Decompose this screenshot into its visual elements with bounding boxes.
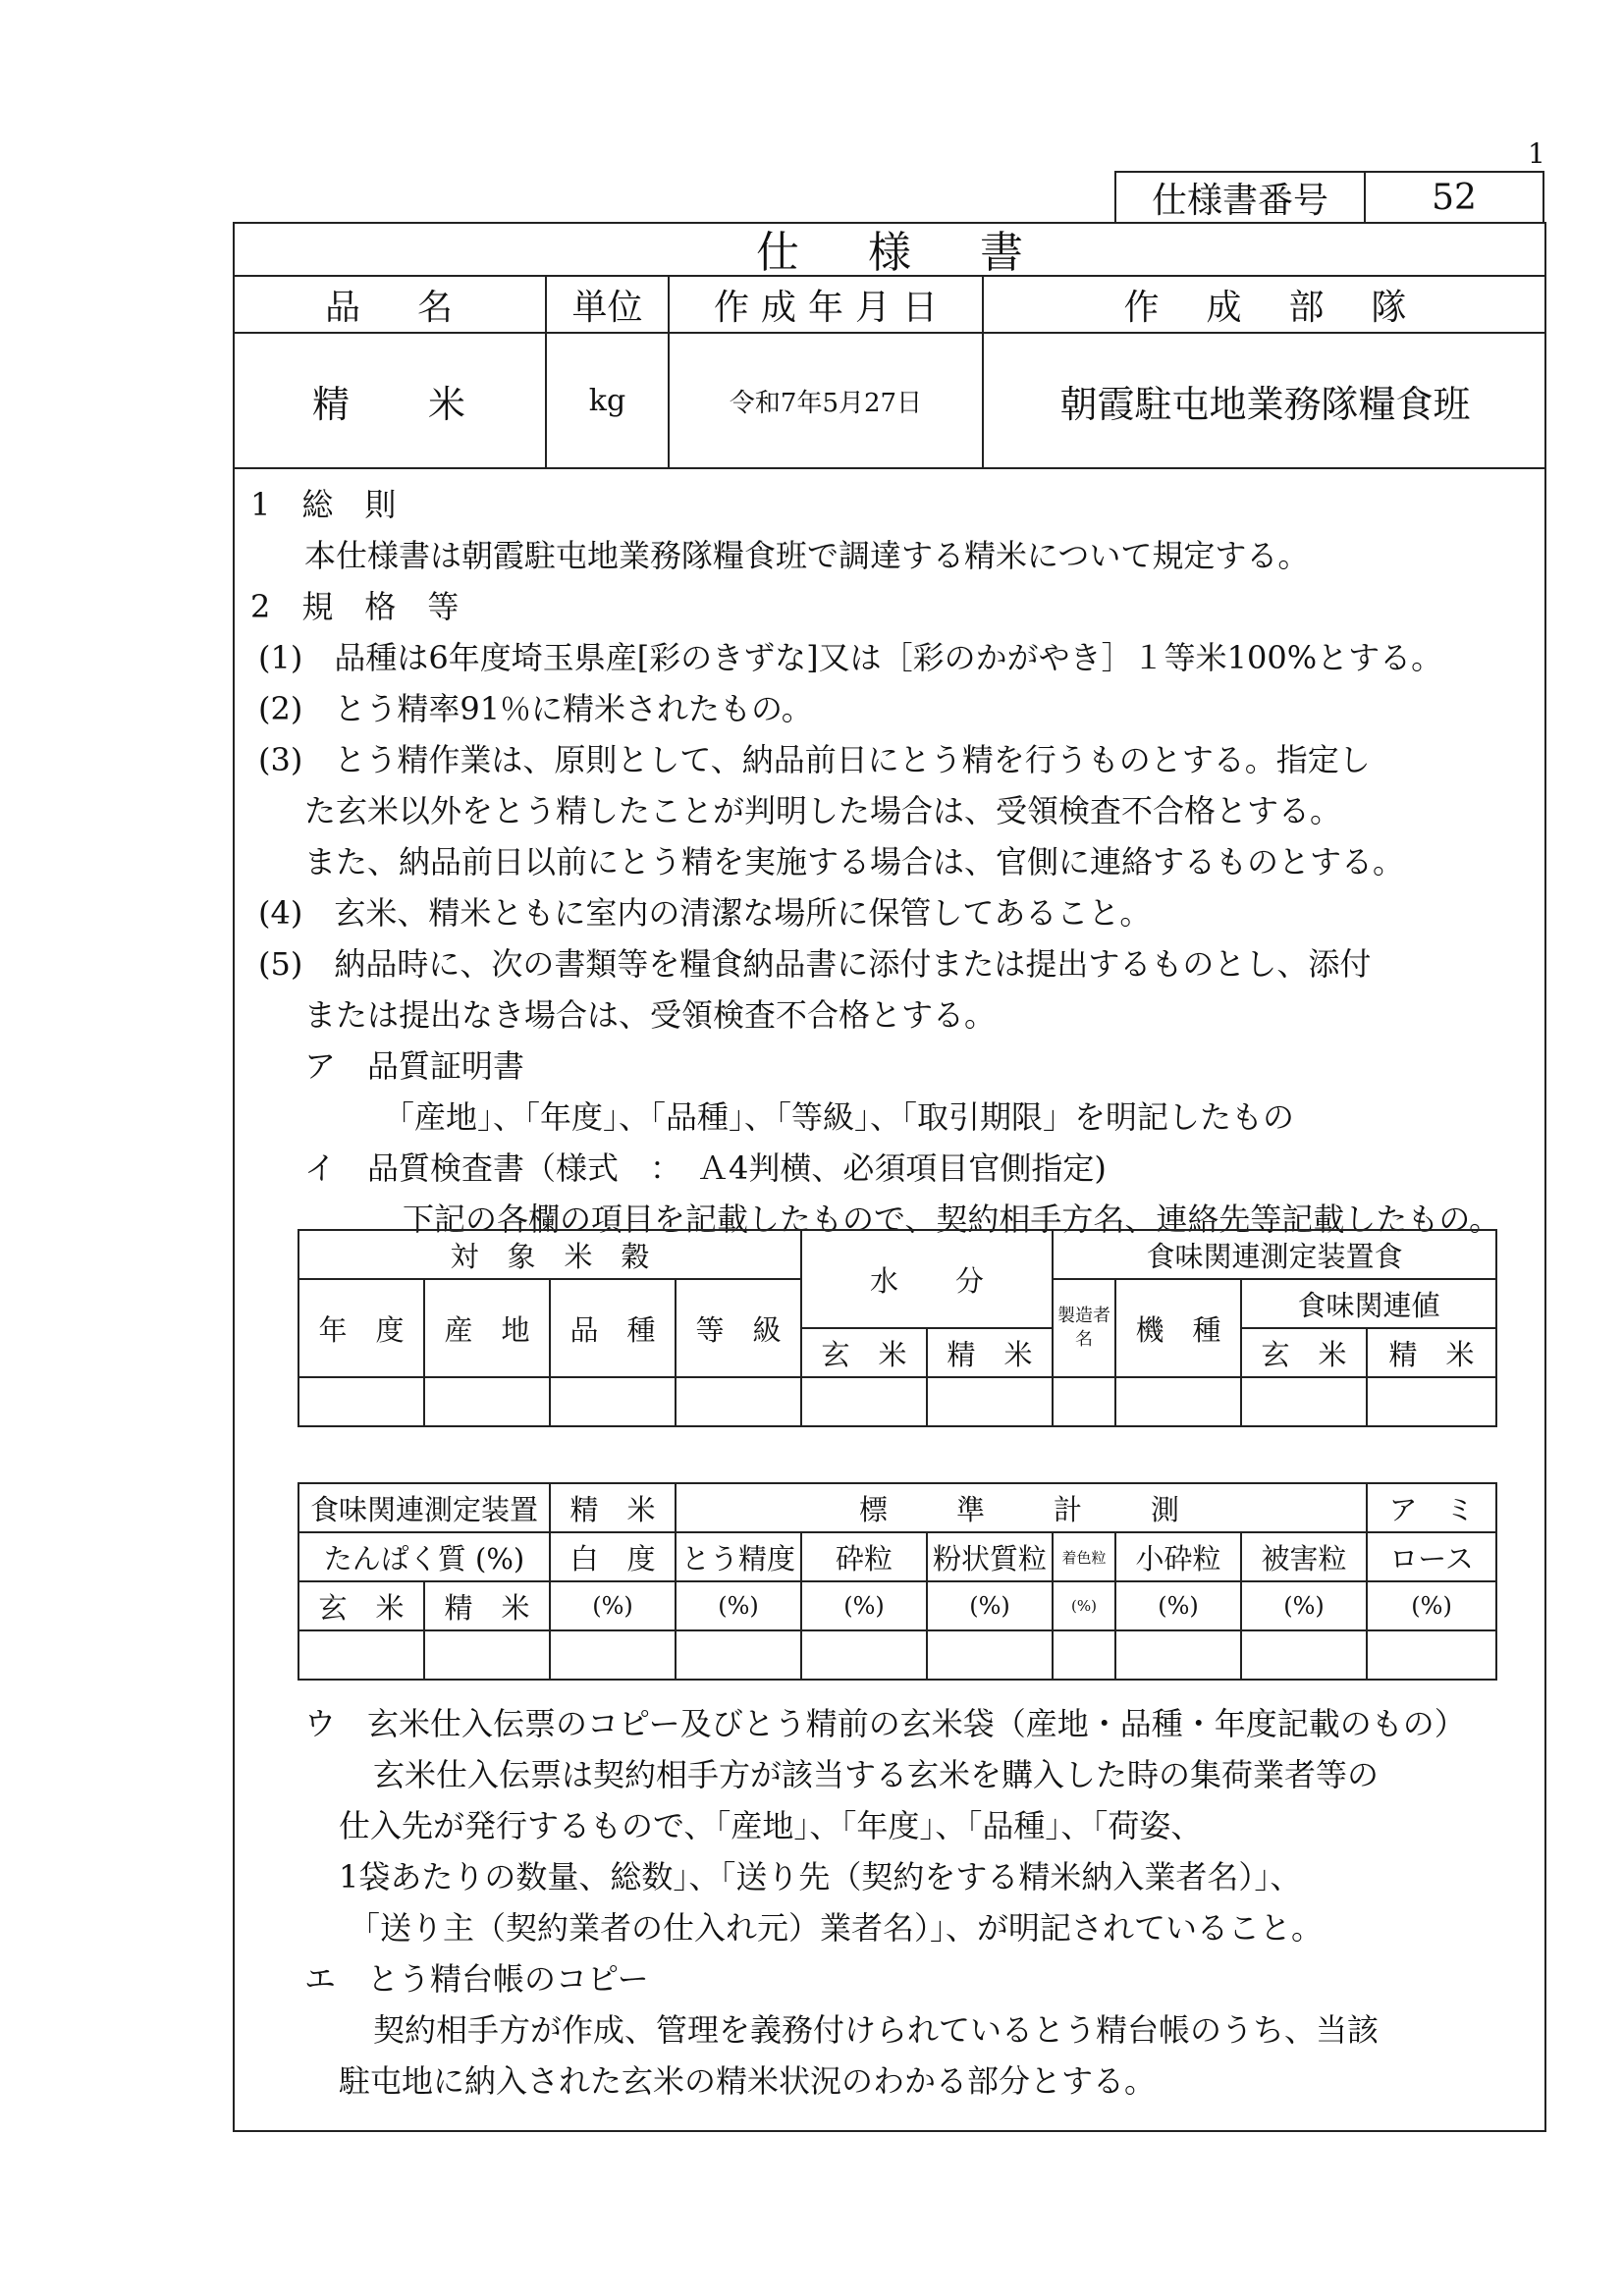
standard-measurement-header: 標 準 計 測 [676, 1483, 1367, 1532]
table-cell [801, 1377, 927, 1426]
unit-value: kg [547, 334, 670, 467]
table-cell [550, 1630, 676, 1680]
table-cell [676, 1630, 801, 1680]
broken-grain-header: 砕粒 [801, 1532, 927, 1581]
target-rice-header: 対 象 米 穀 [298, 1230, 801, 1279]
table-cell [927, 1630, 1053, 1680]
table-cell [676, 1377, 801, 1426]
percent-unit: (%) [550, 1581, 676, 1630]
table-cell [1053, 1377, 1115, 1426]
body-line: また、納品前日以前にとう精を実施する場合は、官側に連絡するものとする。 [304, 843, 1405, 881]
taste-value-header: 食味関連値 [1241, 1279, 1496, 1328]
percent-unit: (%) [1241, 1581, 1367, 1630]
moisture-polished-header: 精 米 [927, 1328, 1053, 1377]
small-broken-header: 小砕粒 [1115, 1532, 1241, 1581]
polished-rice-header: 精 米 [550, 1483, 676, 1532]
body-line: (3) とう精作業は、原則として、納品前日にとう精を行うものとする。指定し [258, 741, 1371, 778]
damaged-grain-header: 被害粒 [1241, 1532, 1367, 1581]
body-line: (2) とう精率91％に精米されたもの。 [258, 690, 813, 727]
protein-polished-header: 精 米 [424, 1581, 550, 1630]
table-cell [1115, 1377, 1241, 1426]
percent-unit: (%) [1115, 1581, 1241, 1630]
body-line: 本仕様書は朝霞駐屯地業務隊糧食班で調達する精米について規定する。 [304, 537, 1310, 574]
item-name-label: 品名 [233, 277, 547, 332]
table-cell [927, 1377, 1053, 1426]
percent-unit: (%) [676, 1581, 801, 1630]
date-value: 令和7年5月27日 [670, 334, 984, 467]
body-line: (1) 品種は6年度埼玉県産[彩のきずな]又は［彩のかがやき］１等米100%とする。 [258, 639, 1443, 676]
percent-unit: (%) [1053, 1581, 1115, 1630]
colored-grain-header: 着色粒 [1053, 1532, 1115, 1581]
quality-inspection-table-2 [298, 1482, 1497, 1681]
table-cell [1241, 1630, 1367, 1680]
percent-unit: (%) [927, 1581, 1053, 1630]
table-cell [298, 1630, 424, 1680]
page-number: 1 [1528, 137, 1545, 170]
body-line: 駐屯地に納入された玄米の精米状況のわかる部分とする。 [339, 2062, 1157, 2100]
header-row [233, 277, 1546, 334]
table-cell [1115, 1630, 1241, 1680]
section-general-heading: 1 総 則 [250, 486, 397, 523]
taste-polished-header: 精 米 [1367, 1328, 1496, 1377]
body-line: ア 品質証明書 [304, 1047, 525, 1085]
model-header: 機 種 [1115, 1279, 1241, 1377]
section-spec-heading: 2 規 格 等 [250, 588, 460, 625]
dept-value: 朝霞駐屯地業務隊糧食班 [1059, 382, 1471, 426]
body-line: エ とう精台帳のコピー [304, 1960, 649, 1998]
table-cell [424, 1377, 550, 1426]
body-line: または提出なき場合は、受領検査不合格とする。 [304, 996, 997, 1034]
protein-brown-header: 玄 米 [298, 1581, 424, 1630]
body-line: た玄米以外をとう精したことが判明した場合は、受領検査不合格とする。 [304, 792, 1342, 829]
table-cell [550, 1377, 676, 1426]
body-line: ウ 玄米仕入伝票のコピー及びとう精前の玄米袋（産地・品種・年度記載のもの） [304, 1705, 1466, 1742]
year-header: 年 度 [298, 1279, 424, 1377]
body-line: 「産地」、「年度」、「品種」、「等級」、「取引期限」を明記したもの [383, 1098, 1295, 1136]
taste-device-header: 食味関連測定装置食 [1053, 1230, 1496, 1279]
body-line: イ 品質検査書（様式 ： Ａ4判横、必須項目官側指定) [304, 1149, 1107, 1187]
protein-header: たんぱく質 (%) [298, 1532, 550, 1581]
taste-device-protein-header: 食味関連測定装置 [298, 1483, 550, 1532]
table-cell [1367, 1630, 1496, 1680]
table-cell [298, 1377, 424, 1426]
dept-label: 作成部隊 [1123, 287, 1454, 328]
whiteness-header: 白 度 [550, 1532, 676, 1581]
grade-header: 等 級 [676, 1279, 801, 1377]
manufacturer-header: 製造者名 [1053, 1279, 1115, 1377]
table-cell [424, 1630, 550, 1680]
variety-header: 品 種 [550, 1279, 676, 1377]
body-line: 「送り主（契約業者の仕入れ元）業者名）」、が明記されていること。 [349, 1909, 1324, 1947]
table-cell [1053, 1630, 1115, 1680]
spec-number-value: 52 [1432, 177, 1477, 218]
table-cell [1241, 1377, 1367, 1426]
chalky-grain-header: 粉状質粒 [927, 1532, 1053, 1581]
table-cell [1367, 1377, 1496, 1426]
polish-rate-header: とう精度 [676, 1532, 801, 1581]
body-line: 契約相手方が作成、管理を義務付けられているとう精台帳のうち、当該 [373, 2011, 1380, 2049]
taste-brown-header: 玄 米 [1241, 1328, 1367, 1377]
body-line: (4) 玄米、精米ともに室内の清潔な場所に保管してあること。 [258, 894, 1152, 932]
spec-number-box [1114, 171, 1544, 222]
unit-label: 単位 [547, 277, 670, 332]
body-line: (5) 納品時に、次の書類等を糧食納品書に添付または提出するものとし、添付 [258, 945, 1372, 983]
percent-unit: (%) [801, 1581, 927, 1630]
percent-unit: (%) [1367, 1581, 1496, 1630]
quality-inspection-table-1 [298, 1229, 1497, 1427]
body-line: 玄米仕入伝票は契約相手方が該当する玄米を購入した時の集荷業者等の [373, 1756, 1380, 1793]
document-title: 仕様書 [233, 222, 1546, 277]
moisture-header: 水 分 [801, 1230, 1053, 1328]
body-line: 1袋あたりの数量、総数」、「送り先（契約をする精米納入業者名）」、 [339, 1858, 1302, 1896]
body-line: 下記の各欄の項目を記載したもので、契約相手方名、連絡先等記載したもの。 [403, 1201, 1501, 1238]
date-label: 作成年月日 [670, 277, 984, 332]
table-cell [801, 1630, 927, 1680]
origin-header: 産 地 [424, 1279, 550, 1377]
item-name-value: 精米 [233, 334, 547, 467]
amylose-header-bottom: ロース [1367, 1532, 1496, 1581]
body-line: 仕入先が発行するもので、「産地」、「年度」、「品種」、「荷姿、 [339, 1807, 1203, 1844]
amylose-header-top: ア ミ [1367, 1483, 1496, 1532]
spec-number-label: 仕様書番号 [1116, 173, 1366, 222]
record-row [233, 334, 1546, 469]
moisture-brown-header: 玄 米 [801, 1328, 927, 1377]
